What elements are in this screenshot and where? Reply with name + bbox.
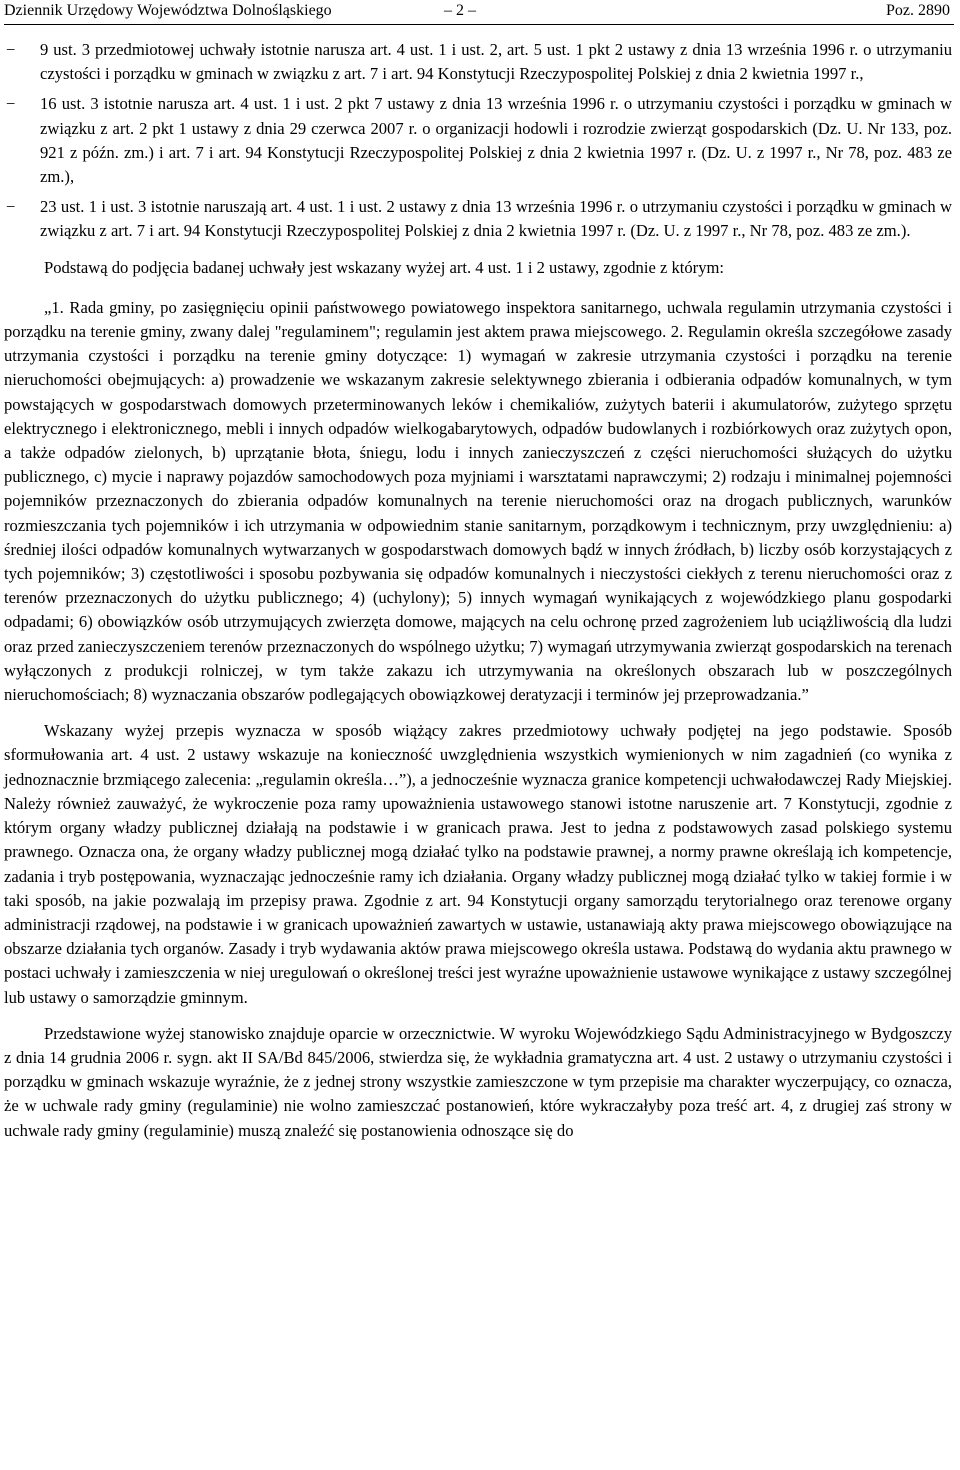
basis-sentence: Podstawą do podjęcia badanej uchwały jest wskazany wyżej art. 4 ust. 1 i 2 ustawy, zgodnie z którym: [44, 257, 725, 277]
violation-item: − 16 ust. 3 istotnie narusza art. 4 ust. 1 i ust. 2 pkt 7 ustawy z dnia 13 września 1996 r. o utrzymaniu czystości i porządku w gminach w związku z art. 2 pkt 1 ustawy z dnia 29 czerwca 2007 r. o organizacji hodowli i rozrodzie zwierząt gospodarskich (Dz. U. Nr 133, poz. 921 z późn. zm.) i art. 7 i art. 94 Konstytucji Rzeczypospolitej Polskiej z dnia 2 kwietnia 1997 r. (Dz. U. z 1997 r., Nr 78, poz. 483 ze zm.), [4, 92, 952, 189]
violation-item: − 23 ust. 1 i ust. 3 istotnie naruszają art. 4 ust. 1 i ust. 2 ustawy z dnia 13 września 1996 r. o utrzymaniu czystości i porządku w gminach w związku z art. 7 i art. 94 Konstytucji Rzeczypospolitej Polskiej z dnia 2 kwietnia 1997 r. (Dz. U. z 1997 r., Nr 78, poz. 483 ze zm.). [4, 195, 952, 243]
position-number: Poz. 2890 [886, 2, 950, 19]
page-header [4, 0, 954, 25]
body-paragraph: Wskazany wyżej przepis wyznacza w sposób wiążący zakres przedmiotowy uchwały podjętej na jego podstawie. Sposób sformułowania art. 4 ust. 2 ustawy wskazuje na konieczność uwzględnienia wszystkich wymienionych w nim zagadnień (co wynika z jednoznacznie brzmiącego zalecenia: „regulamin określa…”), a jednocześnie wyznacza granice kompetencji uchwałodawczej Rady Miejskiej. Należy również zauważyć, że wykroczenie poza ramy upoważnienia ustawowego stanowi istotne naruszenie art. 7 Konstytucji, zgodnie z którym organy władzy publicznej działają na podstawie i w granicach prawa. Jest to jedna z podstawowych zasad polskiego systemu prawnego. Oznacza ona, że organy władzy publicznej mogą działać tylko na podstawie prawnej, a normy prawne określają ich kompetencje, zadania i tryb postępowania, wyznaczając jednocześnie ramy ich działania. Organy władzy publicznej mogą działać tylko w takiej formie i w taki sposób, na jakie pozwalają im przepisy prawa. Zgodnie z art. 94 Konstytucji organy samorządu terytorialnego oraz terenowe organy administracji rządowej, na podstawie i w granicach upoważnień zawartych w ustawie, ustanawiają akty prawa miejscowego obowiązujące na obszarze działania tych organów. Zasady i tryb wydawania aktów prawa miejscowego określa ustawa. Podstawą do wydania aktu prawnego w postaci uchwały i zamieszczenia w niej uregulowań o określonej treści jest wyraźne upoważnienie ustawowe wynikające z ustawy szczególnej lub ustawy o samorządzie gminnym. [4, 721, 952, 1007]
journal-title: Dziennik Urzędowy Województwa Dolnośląskiego [4, 2, 332, 19]
document-body [4, 38, 952, 1143]
quoted-statute: „1. Rada gminy, po zasięgnięciu opinii państwowego powiatowego inspektora sanitarnego, uchwala regulamin utrzymania czystości i porządku na terenie gminy, zwany dalej "regulaminem"; regulamin jest aktem prawa miejscowego. 2. Regulamin określa szczegółowe zasady utrzymania czystości i porządku na terenie gminy dotyczące: 1) wymagań w zakresie utrzymania czystości i porządku na terenie nieruchomości obejmujących: a) prowadzenie we wskazanym zakresie selektywnego zbierania i odbierania odpadów komunalnych, w tym powstających w gospodarstwach domowych przeterminowanych leków i chemikaliów, zużytych baterii i akumulatorów, zużytego sprzętu elektrycznego i elektronicznego, mebli i innych odpadów wielkogabarytowych, odpadów budowlanych i rozbiórkowych oraz zużytych opon, a także odpadów zielonych, b) uprzątanie błota, śniegu, lodu i innych zanieczyszczeń z części nieruchomości służących do użytku publicznego, c) mycie i naprawy pojazdów samochodowych poza myjniami i warsztatami naprawczymi; 2) rodzaju i minimalnej pojemności pojemników przeznaczonych do zbierania odpadów komunalnych na terenie nieruchomości oraz na drogach publicznych, warunków rozmieszczania tych pojemników i ich utrzymania w odpowiednim stanie sanitarnym, porządkowym i technicznym, przy uwzględnieniu: a) średniej ilości odpadów komunalnych wytwarzanych w gospodarstwach domowych bądź w innych źródłach, b) liczby osób korzystających z tych pojemników; 3) częstotliwości i sposobu pozbywania się odpadów komunalnych i nieczystości ciekłych z terenu nieruchomości oraz z terenów przeznaczonych do użytku publicznego; 4) (uchylony); 5) innych wymagań wynikających z wojewódzkiego planu gospodarki odpadami; 6) obowiązków osób utrzymujących zwierzęta domowe, mających na celu ochronę przed zagrożeniem lub uciążliwością dla ludzi oraz przed zanieczyszczeniem terenów przeznaczonych do wspólnego użytku; 7) wymagań utrzymywania zwierząt gospodarskich na terenach wyłączonych z produkcji rolniczej, w tym także zakazu ich utrzymywania na określonych obszarach lub w poszczególnych nieruchomościach; 8) wyznaczania obszarów podlegających obowiązkowej deratyzacji i terminów jej przeprowadzania.” [4, 297, 952, 705]
page-number: – 2 – [444, 2, 476, 19]
body-paragraph: Przedstawione wyżej stanowisko znajduje oparcie w orzecznictwie. W wyroku Wojewódzkiego Sądu Administracyjnego w Bydgoszczy z dnia 14 grudnia 2006 r. sygn. akt II SA/Bd 845/2006, stwierdza się, że wykładnia gramatyczna art. 4 ust. 2 ustawy o utrzymaniu czystości i porządku w gminach wskazuje wyraźnie, że z jednej strony wszystkie zamieszczone w tym przepisie ma charakter wyczerpujący, co oznacza, że w uchwale rady gminy (regulaminie) nie wolno zamieszczać postanowień, które wykraczałyby poza treść art. 4, z drugiej zaś strony w uchwale rady gminy (regulaminie) muszą znaleźć się postanowienia odnoszące się do [4, 1023, 952, 1140]
violation-item: − 9 ust. 3 przedmiotowej uchwały istotnie narusza art. 4 ust. 1 i ust. 2, art. 5 ust. 1 pkt 2 ustawy z dnia 13 września 1996 r. o utrzymaniu czystości i porządku w gminach w związku z art. 7 i art. 94 Konstytucji Rzeczypospolitej Polskiej z dnia 2 kwietnia 1997 r., [4, 38, 952, 86]
